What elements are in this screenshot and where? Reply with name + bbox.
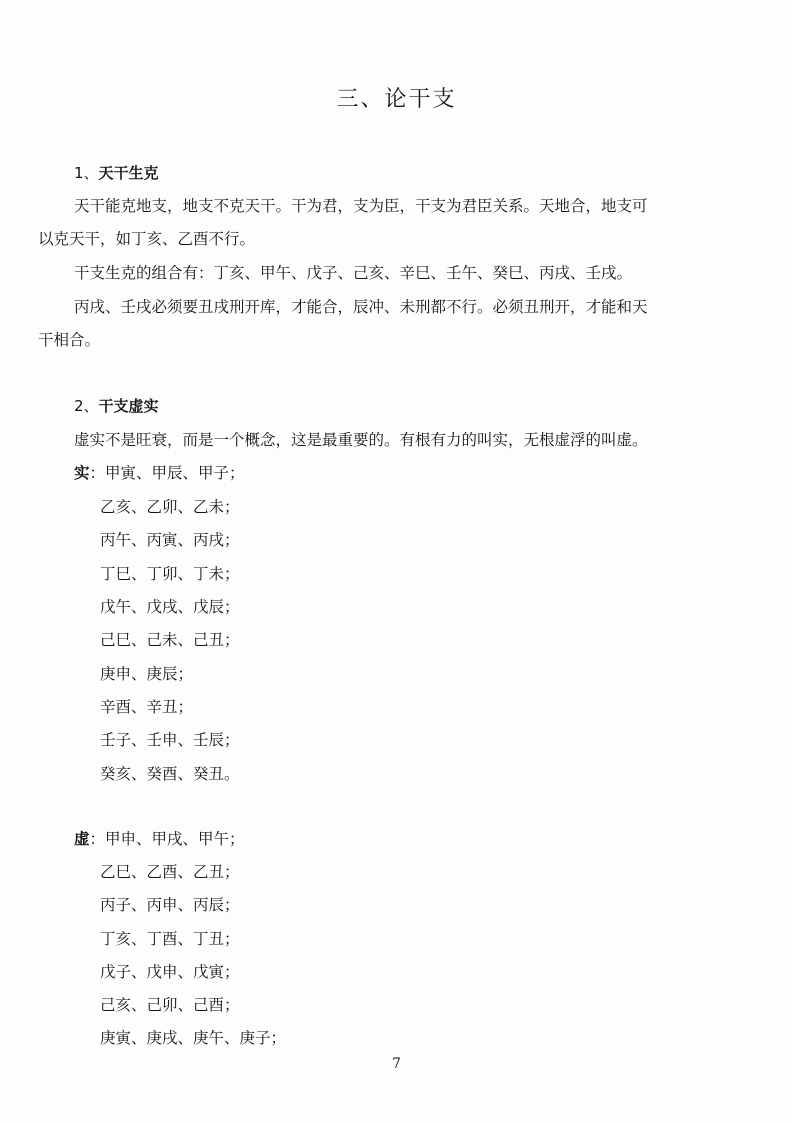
paragraph-line: 虚实不是旺衰，而是一个概念，这是最重要的。有根有力的叫实，无根虚浮的叫虚。	[74, 431, 648, 449]
section-heading-text: 干支虚实	[98, 397, 159, 415]
section-heading-2	[74, 396, 159, 416]
list-item: 壬子、壬申、壬辰；	[100, 731, 240, 749]
list-item: 庚寅、庚戌、庚午、庚子；	[100, 1029, 287, 1047]
list-item: 丁亥、丁酉、丁丑；	[100, 930, 240, 948]
list-item: 庚申、庚辰；	[100, 665, 194, 683]
list-item: 癸亥、癸酉、癸丑。	[100, 765, 240, 783]
list-item: 丙子、丙申、丙辰；	[100, 896, 240, 914]
paragraph-line: 以克天干，如丁亥、乙酉不行。	[38, 230, 256, 248]
list-item: 乙巳、乙酉、乙丑；	[100, 863, 240, 881]
paragraph-line: 干支生克的组合有：丁亥、甲午、戊子、己亥、辛巳、壬午、癸巳、丙戌、壬戌。	[74, 264, 633, 282]
list-item: 己巳、己未、己丑；	[100, 631, 240, 649]
list-item: 丙午、丙寅、丙戌；	[100, 531, 240, 549]
list-item: 丁巳、丁卯、丁未；	[100, 565, 240, 583]
xu-label: 虚	[74, 830, 90, 848]
xu-list-first	[74, 829, 245, 849]
section-number: 2、	[74, 397, 99, 415]
paragraph-line: 丙戌、壬戌必须要丑戌刑开库，才能合，辰冲、未刑都不行。必须丑刑开，才能和天	[74, 298, 648, 316]
list-item: 戊午、戊戌、戊辰；	[100, 598, 240, 616]
list-item: 辛酉、辛丑；	[100, 698, 194, 716]
page-title: 三、论干支	[336, 87, 457, 112]
section-heading-text: 天干生克	[98, 164, 159, 182]
shi-label: 实	[74, 464, 90, 482]
list-item: 己亥、己卯、己酉；	[100, 996, 240, 1014]
section-heading-1	[74, 163, 159, 183]
paragraph-line: 天干能克地支，地支不克天干。干为君，支为臣，干支为君臣关系。天地合，地支可	[74, 197, 648, 215]
section-number: 1、	[74, 164, 99, 182]
shi-list-first	[74, 463, 245, 483]
list-item: ：甲申、甲戌、甲午；	[89, 830, 245, 848]
list-item: 乙亥、乙卯、乙未；	[100, 498, 240, 516]
paragraph-line: 干相合。	[38, 331, 101, 349]
list-item: 戊子、戊申、戊寅；	[100, 963, 240, 981]
list-item: ：甲寅、甲辰、甲子；	[89, 464, 245, 482]
page-number: 7	[392, 1056, 401, 1072]
